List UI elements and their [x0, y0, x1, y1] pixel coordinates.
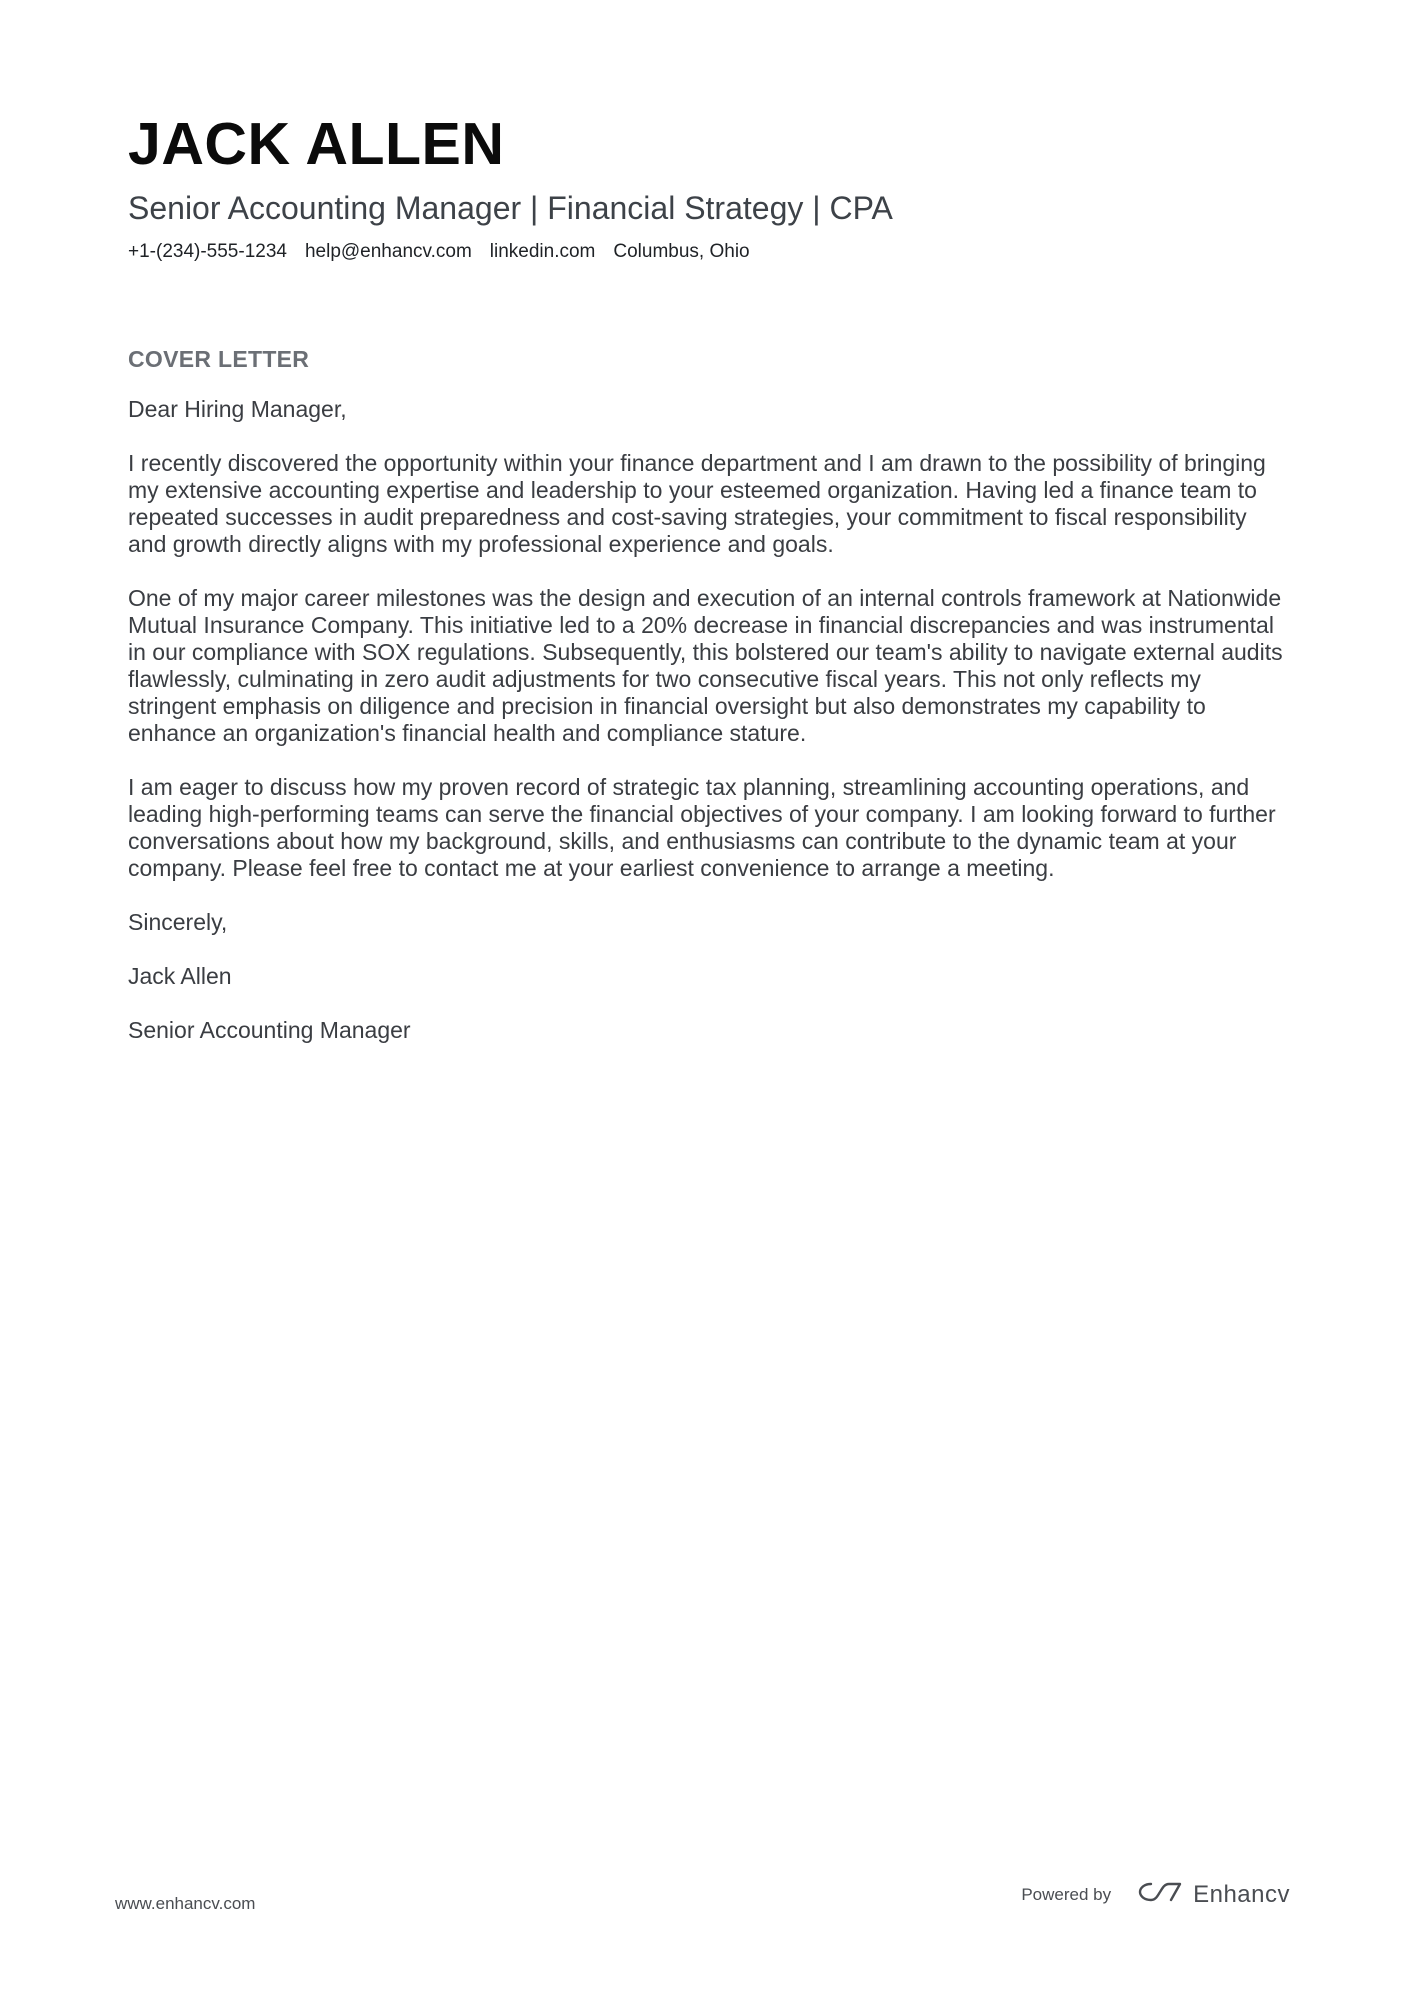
- footer-branding: [1021, 1880, 1290, 1909]
- phone-number: +1-(234)-555-1234: [128, 241, 287, 262]
- candidate-name: JACK ALLEN: [128, 111, 505, 177]
- greeting: Dear Hiring Manager,: [128, 396, 347, 422]
- powered-by-label: Powered by: [1021, 1884, 1112, 1904]
- resume-header: [128, 108, 1288, 264]
- paragraph-achievement: One of my major career milestones was the design and execution of an internal controls framework at Nationwide Mutual Insurance Company. This initiative led to a 20% decrease in financial discrepancies and was instrumental in our compliance with SOX regulations. Subsequently, this bolstered our team's ability to navigate external audits flawlessly, culminating in zero audit adjustments for two consecutive fiscal years. This not only reflects my stringent emphasis on diligence and precision in financial oversight but also demonstrates my capability to enhance an organization's financial health and compliance stature.: [128, 585, 1283, 746]
- brand-logo[interactable]: [1137, 1880, 1290, 1909]
- paragraph-closing: I am eager to discuss how my proven record of strategic tax planning, streamlining accounting operations, and leading high-performing teams can serve the financial objectives of your company. I am looking forward to further conversations about how my background, skills, and enthusiasms can contribute to the dynamic team at your company. Please feel free to contact me at your earliest convenience to arrange a meeting.: [128, 774, 1276, 881]
- footer-website[interactable]: www.enhancv.com: [115, 1894, 256, 1913]
- section-title: COVER LETTER: [128, 346, 310, 372]
- location: Columbus, Ohio: [613, 241, 750, 262]
- letter-body: [128, 344, 1288, 1044]
- contact-info: [128, 240, 1288, 264]
- signature-name: Jack Allen: [128, 963, 232, 989]
- paragraph-intro: I recently discovered the opportunity within your finance department and I am drawn to the possibility of bringing my extensive accounting expertise and leadership to your esteemed organization. Having led a finance team to repeated successes in audit preparedness and cost-saving strategies, your commitment to fiscal responsibility and growth directly aligns with my professional experience and goals.: [128, 450, 1266, 557]
- signature-title: Senior Accounting Manager: [128, 1017, 411, 1043]
- linkedin-link[interactable]: linkedin.com: [489, 241, 596, 262]
- brand-name: Enhancv: [1193, 1880, 1290, 1908]
- email-address[interactable]: help@enhancv.com: [304, 241, 472, 262]
- closing: Sincerely,: [128, 909, 228, 935]
- enhancv-logo-icon: [1137, 1880, 1183, 1909]
- candidate-title: Senior Accounting Manager | Financial Strategy | CPA: [128, 190, 893, 226]
